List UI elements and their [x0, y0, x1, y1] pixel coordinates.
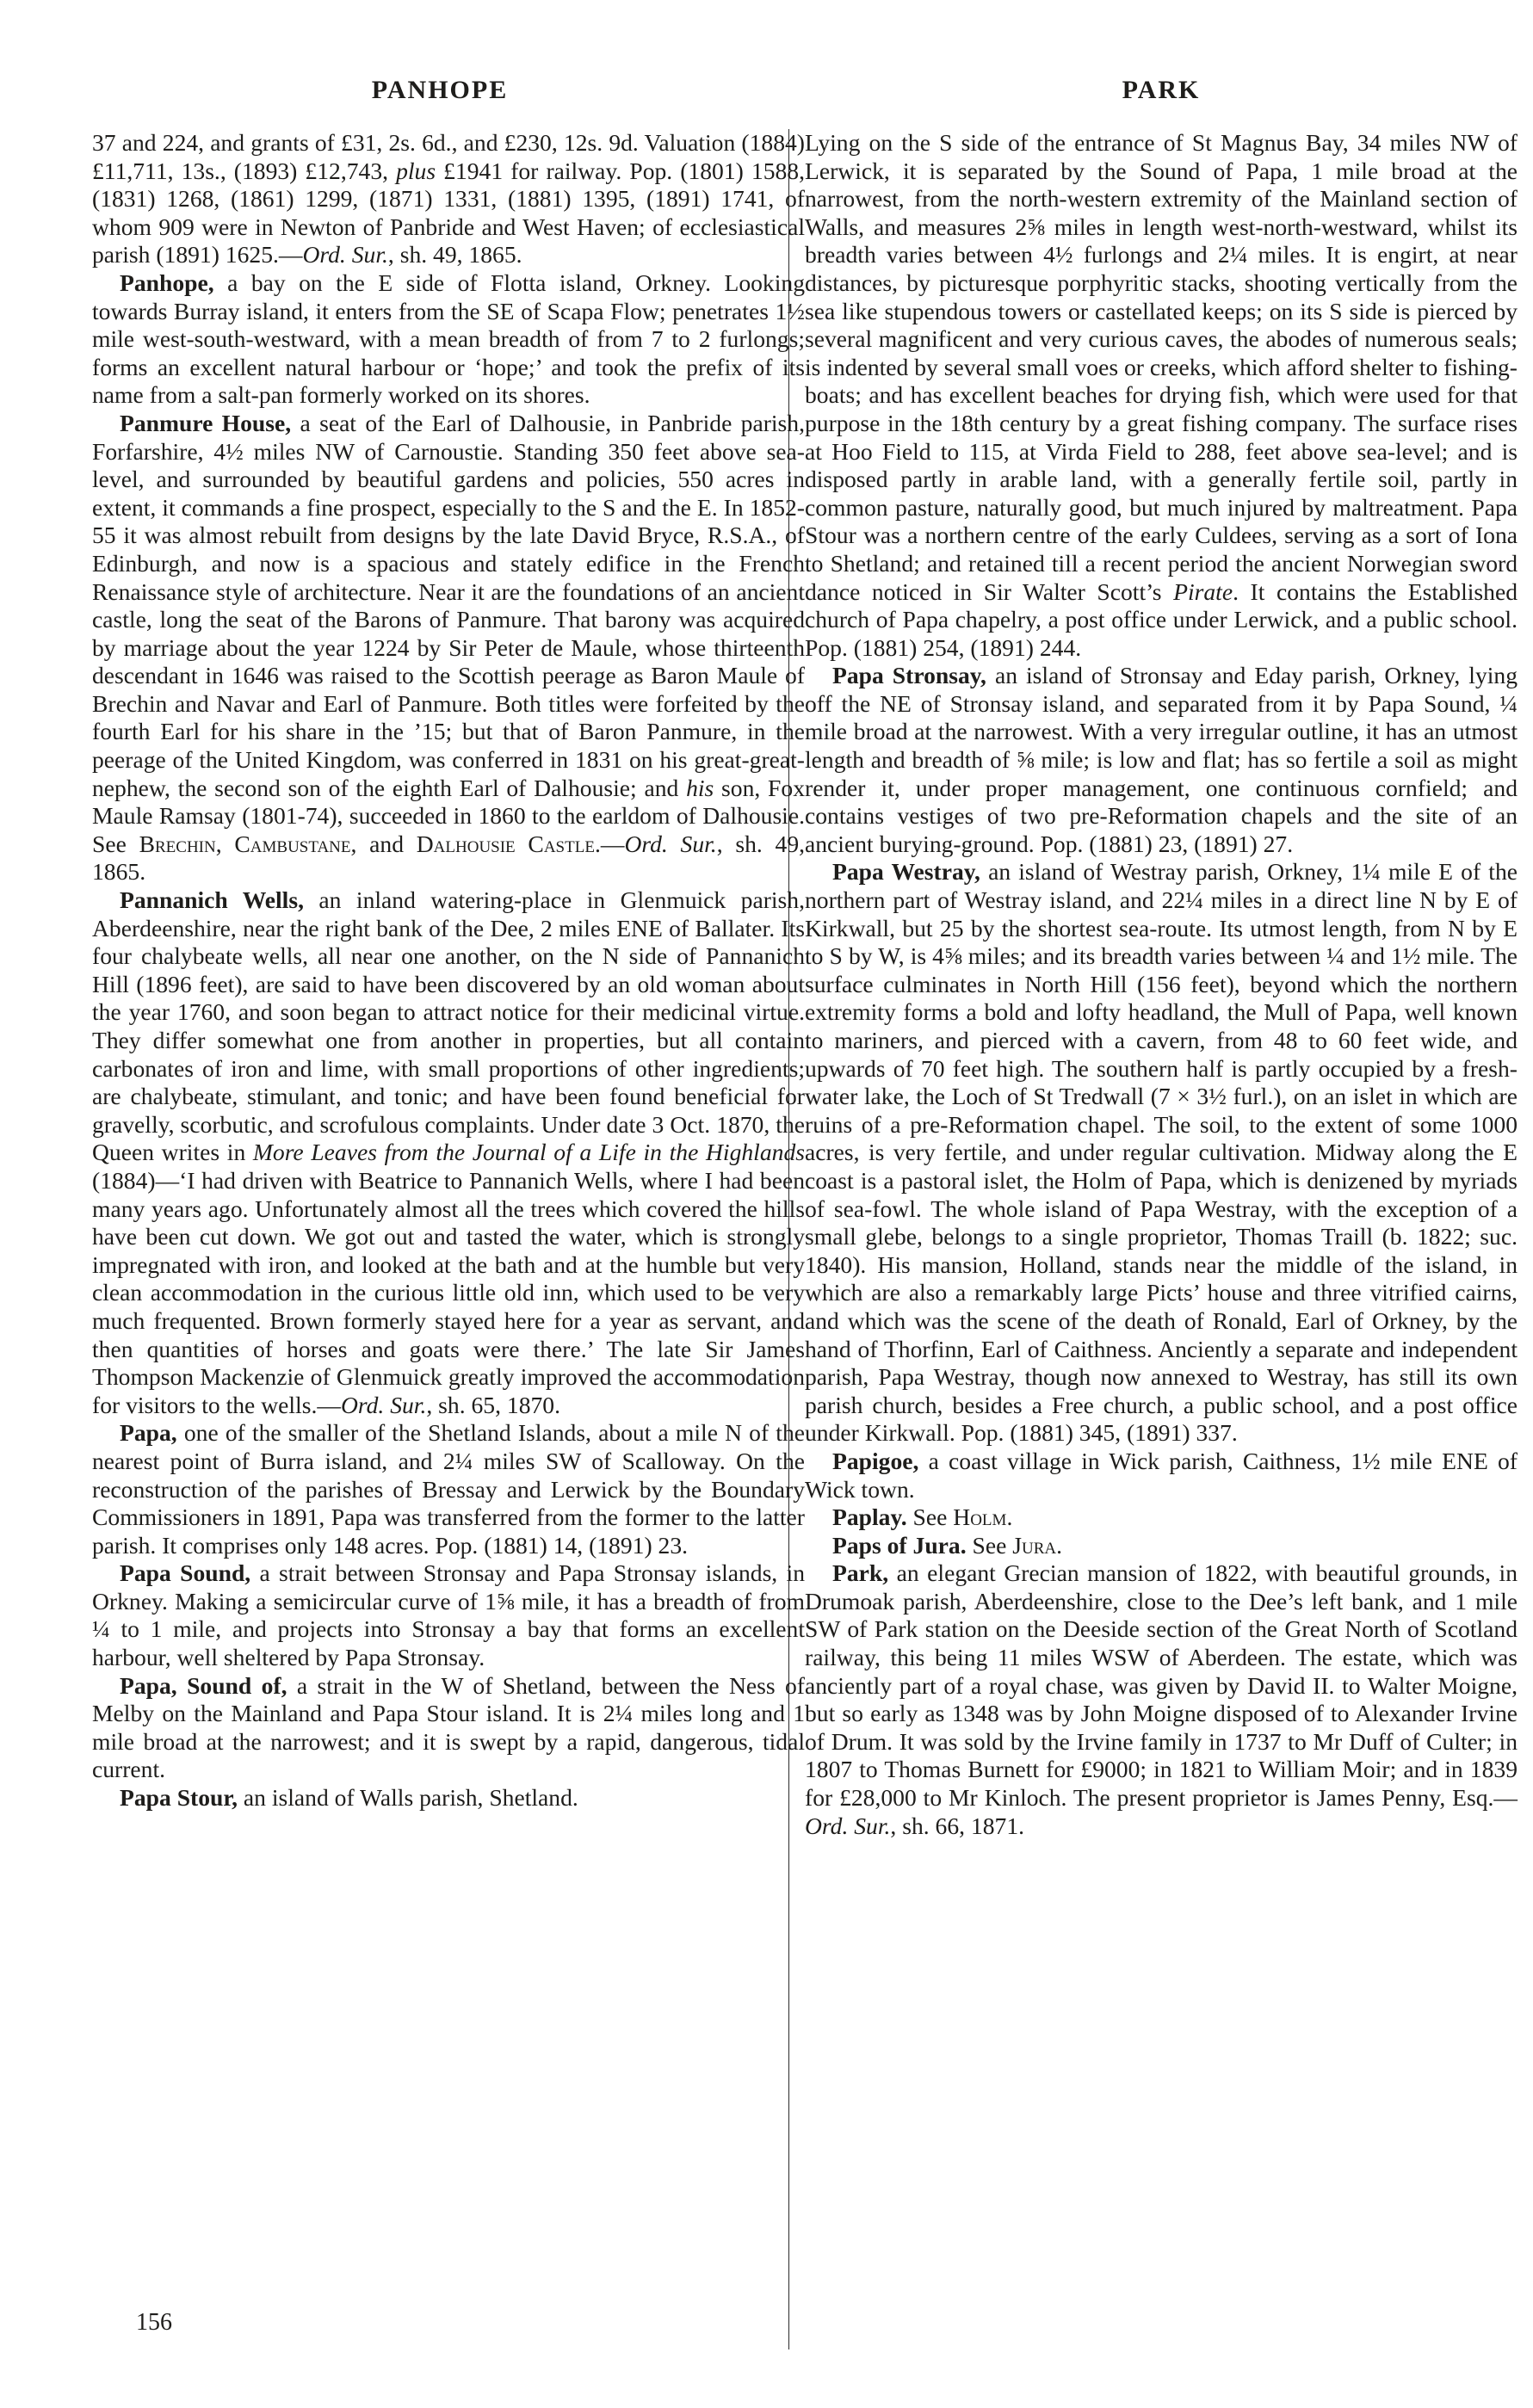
entry-paps-of-jura: [805, 1532, 1518, 1560]
italic-word: plus: [396, 157, 436, 184]
entry-text: a seat of the Earl of Dalhousie, in Panbride parish, Forfarshire, 4½ miles NW of Carnoustie. Standing 350 feet above sea-level, and surrounded by beautiful gardens and policies, 550 acres in extent, it commands a fine prospect, especially to the S and the E. In 1852-55 it was almost rebuilt from designs by the late David Bryce, R.S.A., of Edinburgh, and now is a spacious and stately edifice in the French Renaissance style of architecture. Near it are the foundations of an ancient castle, long the seat of the Barons of Panmure. That barony was acquired by marriage about the year 1224 by Sir Peter de Maule, whose thirteenth descendant in 1646 was raised to the Scottish peerage as Baron Maule of Brechin and Navar and Earl of Panmure. Both titles were forfeited by the fourth Earl for his share in the ’15; but that of Baron Panmure, in the peerage of the United Kingdom, was conferred in 1831 on his great-great-nephew, the second son of the eighth Earl of Dalhousie; and: [92, 409, 805, 801]
ordnance-survey-ref: Ord. Sur.: [302, 241, 388, 269]
left-column: [92, 129, 805, 1812]
entry-text: See: [906, 1503, 954, 1531]
entry-text: an island of Stronsay and Eday parish, Orkney, lying off the NE of Stronsay island, and separated from it by Papa Sound, ¼ mile broad at the narrowest. With a very irregular outline, it has an utmost length and breadth of ⅝ mile; is low and flat; has so fertile a soil as might render it, under proper management, one continuous cornfield; and contains vestiges of two pre-Reformation chapels and the site of an ancient burying-ground. Pop. (1881) 23, (1891) 27.: [805, 662, 1518, 857]
entry-text: .: [1056, 1531, 1063, 1559]
entry-text: See: [966, 1531, 1013, 1559]
headword: Papa Stronsay,: [832, 662, 986, 689]
headword: Papa Sound,: [120, 1559, 251, 1587]
entry-text: , sh. 49, 1865.: [387, 241, 522, 269]
headword: Papa Stour,: [120, 1784, 238, 1812]
cross-reference: Holm: [953, 1503, 1007, 1531]
cross-reference: Cambustane: [234, 830, 351, 857]
entry-papa-stronsay: [805, 662, 1518, 858]
entry-text: a strait between Stronsay and Papa Stronsay islands, in Orkney. Making a semicircular curve of 1⅝ mile, it has a breadth of from ¼ to 1 mile, and projects into Stronsay a bay that forms an excellent harbour, well sheltered by Papa Stronsay.: [92, 1559, 805, 1671]
cross-reference: Brechin: [139, 830, 216, 857]
entry-text: , and: [350, 830, 417, 857]
entry-text: , sh. 66, 1871.: [890, 1812, 1025, 1839]
headword: Papa Westray,: [832, 858, 980, 886]
cross-reference: Jura: [1012, 1531, 1057, 1559]
right-column: [805, 129, 1518, 1840]
headword: Park,: [832, 1559, 889, 1587]
italic-word: his: [686, 774, 714, 801]
entry-paplay: [805, 1503, 1518, 1532]
entry-papa-sound: [92, 1559, 805, 1671]
book-title: More Leaves from the Journal of a Life in the Highlands: [252, 1139, 805, 1166]
entry-papa-westray: [805, 858, 1518, 1447]
entry-papa-sound-of: [92, 1672, 805, 1784]
entry-text: £1941 for railway. Pop. (1801) 1588, (1831) 1268, (1861) 1299, (1871) 1331, (1881) 1395, (1891) 1741, of whom 909 were in Newton of Panbride and West Haven; of ecclesiastical parish (1891) 1625.—: [92, 157, 805, 269]
entry-text: an island of Walls parish, Shetland.: [238, 1784, 578, 1812]
entry-continuation: [805, 129, 1518, 662]
cross-reference: Dalhousie Castle: [416, 830, 595, 857]
headword: Pannanich Wells,: [120, 886, 304, 914]
headword: Panmure House,: [120, 409, 292, 436]
entry-text: .—: [594, 830, 625, 857]
running-head-left: PANHOPE: [371, 76, 509, 104]
book-title: Pirate: [1173, 577, 1233, 605]
entry-pannanich-wells: [92, 886, 805, 1419]
entry-text: .: [1006, 1503, 1013, 1531]
entry-text: a bay on the E side of Flotta island, Orkney. Looking towards Burray island, it enters from the SE of Scapa Flow; penetrates 1½ mile west-south-westward, with a mean breadth of from 7 to 2 furlongs; forms an excellent natural harbour or ‘hope;’ and took the prefix of its name from a salt-pan formerly worked on its shores.: [92, 269, 805, 409]
entry-text: one of the smaller of the Shetland Islands, about a mile N of the nearest point of Burra island, and 2¼ miles SW of Scalloway. On the reconstruction of the parishes of Bressay and Lerwick by the Boundary Commissioners in 1891, Papa was transferred from the former to the latter parish. It comprises only 148 acres. Pop. (1881) 14, (1891) 23.: [92, 1419, 805, 1559]
headword: Papa,: [120, 1419, 177, 1447]
entry-text: a coast village in Wick parish, Caithness, 1½ mile ENE of Wick town.: [805, 1447, 1518, 1503]
entry-text: , sh. 65, 1870.: [426, 1391, 560, 1418]
headword: Paps of Jura.: [832, 1531, 967, 1559]
ordnance-survey-ref: Ord. Sur.: [805, 1812, 891, 1839]
entry-panhope: [92, 269, 805, 410]
headword: Panhope,: [120, 269, 214, 296]
entry-text: an island of Westray parish, Orkney, 1¼ mile E of the northern part of Westray island, and 22¼ miles in a direct line N by E of Kirkwall, but 25 by the shortest sea-route. Its utmost length, from N by E to S by W, is 4⅝ miles; and its breadth varies between ¼ and 1½ mile. The surface culminates in North Hill (156 feet), beyond which the northern extremity forms a bold and lofty headland, the Mull of Papa, well known to mariners, and pierced with a cavern, from 48 to 60 feet wide, and upwards of 70 feet high. The southern half is partly occupied by a fresh-water lake, the Loch of St Tredwall (7 × 3½ furl.), on an islet in which are ruins of a pre-Reformation chapel. The soil, to the extent of some 1000 acres, is very fertile, and under regular cultivation. Midway along the E coast is a pastoral islet, the Holm of Papa, which is denizened by myriads of sea-fowl. The whole island of Papa Westray, with the exception of a small glebe, belongs to a single proprietor, Thomas Traill (b. 1822; suc. 1840). His mansion, Holland, stands near the middle of the island, in which are also a remarkably large Picts’ house and three vitrified cairns, and which was the scene of the death of Ronald, Earl of Orkney, by the hand of Thorfinn, Earl of Caithness. Anciently a separate and independent parish, Papa Westray, though now annexed to Westray, has still its own parish church, besides a Free church, a public school, and a post office under Kirkwall. Pop. (1881) 345, (1891) 337.: [805, 858, 1518, 1447]
running-head-right: PARK: [1122, 76, 1201, 104]
entry-text: son, Fox Maule Ramsay (1801-74), succeeded in 1860 to the earldom of Dalhousie. See: [92, 774, 805, 857]
headword: Papa, Sound of,: [120, 1671, 287, 1699]
ordnance-survey-ref: Ord. Sur.: [624, 830, 717, 857]
entry-papigoe: [805, 1448, 1518, 1503]
page-number: 156: [136, 2309, 172, 2336]
entry-papa-stour: [92, 1784, 805, 1812]
entry-text: a strait in the W of Shetland, between the Ness of Melby on the Mainland and Papa Stour island. It is 2¼ miles long and 1 mile broad at the narrowest; and it is swept by a rapid, dangerous, tidal current.: [92, 1671, 805, 1783]
entry-papa: [92, 1419, 805, 1559]
entry-text: an elegant Grecian mansion of 1822, with beautiful grounds, in Drumoak parish, Aberdeenshire, close to the Dee’s left bank, and 1 mile SW of Park station on the Deeside section of the Great North of Scotland railway, this being 11 miles WSW of Aberdeen. The estate, which was anciently part of a royal chase, was given by David II. to Walter Moigne, but so early as 1348 was by John Moigne disposed of to Alexander Irvine of Drum. It was sold by the Irvine family in 1737 to Mr Duff of Culter; in 1807 to Thomas Burnett for £9000; in 1821 to William Moir; and in 1839 for £28,000 to Mr Kinloch. The present proprietor is James Penny, Esq.—: [805, 1559, 1518, 1812]
entry-text: 37 and 224, and grants of £31, 2s. 6d., and £230, 12s. 9d. Valuation (1884) £11,711, 13s., (1893) £12,743,: [92, 129, 805, 184]
entry-text: an inland watering-place in Glenmuick parish, Aberdeenshire, near the right bank of the Dee, 2 miles ENE of Ballater. Its four chalybeate wells, all near one another, on the N side of Pannanich Hill (1896 feet), are said to have been discovered by an old woman about the year 1760, and soon began to attract notice for their medicinal virtue. They differ somewhat one from another in properties, but all contain carbonates of iron and lime, with small proportions of other ingredients; are chalybeate, stimulant, and tonic; and have been found beneficial for gravelly, scorbutic, and scrofulous complaints. Under date 3 Oct. 1870, the Queen writes in: [92, 886, 805, 1166]
entry-text: . It contains the Established church of Papa chapelry, a post office under Lerwick, and a public school. Pop. (1881) 254, (1891) 244.: [805, 577, 1518, 661]
entry-text: ,: [215, 830, 235, 857]
entry-text: , sh. 49, 1865.: [92, 830, 806, 886]
headword: Papigoe,: [832, 1447, 919, 1474]
headword: Paplay.: [832, 1503, 907, 1531]
entry-text: (1884)—‘I had driven with Beatrice to Pannanich Wells, where I had been many years ago. Unfortunately almost all the trees which covered the hills have been cut down. We got out and tasted the water, which is strongly impregnated with iron, and looked at the bath and at the humble but very clean accommodation in the curious little old inn, which used to be very much frequented. Brown formerly stayed here for a year as servant, and then quantities of horses and goats were there.’ The late Sir James Thompson Mackenzie of Glenmuick greatly improved the accommodation for visitors to the wells.—: [92, 1166, 805, 1418]
entry-panmure-house: [92, 410, 805, 886]
entry-text: Lying on the S side of the entrance of St Magnus Bay, 34 miles NW of Lerwick, it is separated by the Sound of Papa, 1 mile broad at the narrowest, from the north-western extremity of the Mainland section of Walls, and measures 2⅝ miles in length west-north-westward, whilst its breadth varies between 4½ furlongs and 2¼ miles. It is engirt, at near distances, by picturesque porphyritic stacks, shooting vertically from the sea like stupendous towers or castellated keeps; on its S side is pierced by several magnificent and very curious caves, the abodes of numerous seals; is indented by several small voes or creeks, which afford shelter to fishing-boats; and has excellent beaches for drying fish, which were used for that purpose in the 18th century by a great fishing company. The surface rises at Hoo Field to 115, at Virda Field to 288, feet above sea-level; and is disposed partly in arable land, with a generally fertile soil, partly in common pasture, naturally good, but much injured by maltreatment. Papa Stour was a northern centre of the early Culdees, serving as a sort of Iona to Shetland; and retained till a recent period the ancient Norwegian sword dance noticed in Sir Walter Scott’s: [805, 129, 1518, 605]
entry-continuation: [92, 129, 805, 269]
ordnance-survey-ref: Ord. Sur.: [340, 1391, 427, 1418]
entry-park: [805, 1559, 1518, 1840]
